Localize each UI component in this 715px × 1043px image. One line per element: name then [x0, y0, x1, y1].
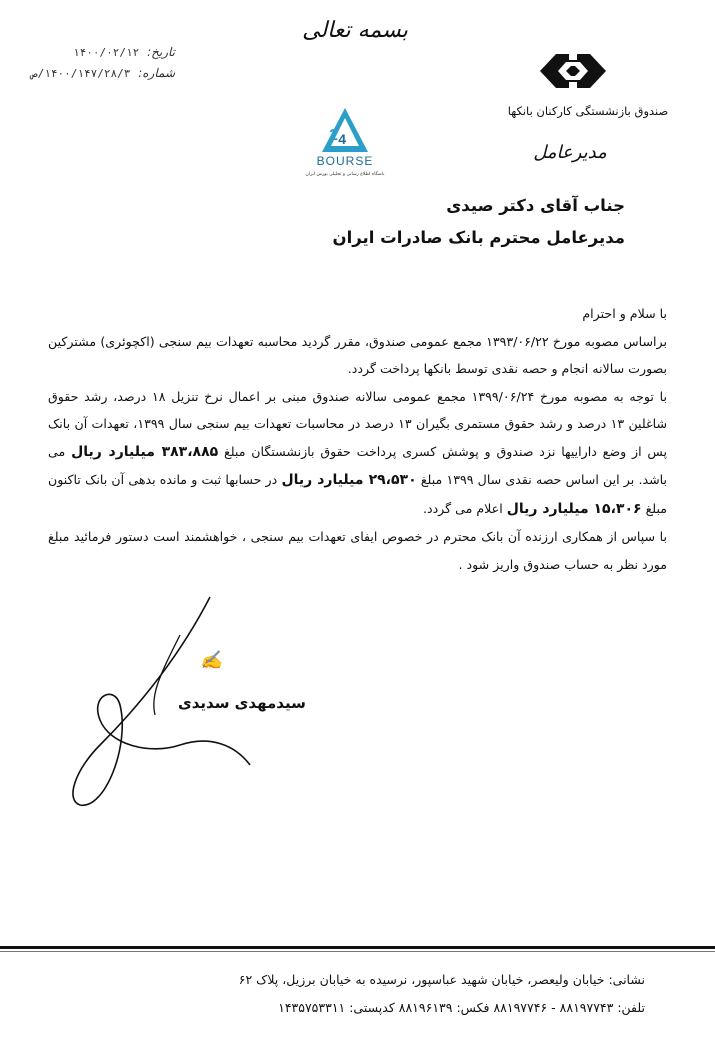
svg-text:2: 2 [329, 127, 338, 144]
number-value: ۱۴۰۰/۱۴۷/۲۸/۳/ص [31, 67, 131, 80]
greeting: با سلام و احترام [582, 306, 667, 321]
amount-cash-portion: ۲۹،۵۳۰ میلیارد ریال [281, 472, 417, 488]
footer-divider-thin [0, 951, 715, 952]
paragraph-2-part-d: اعلام می گردد. [422, 500, 503, 516]
bismillah-heading: بسمه تعالی [302, 18, 408, 43]
fund-name: صندوق بازنشستگی کارکنان بانکها [507, 104, 669, 118]
footer-divider [0, 946, 715, 949]
paragraph-2-part-a: با توجه به مصوبه مورخ ۱۳۹۹/۰۶/۲۴ مجمع عمومی سالانه صندوق مبنی بر اعمال نرخ تنزیل ۱۸ درصد، رشد حقوق شاغلین ۱۳ درصد و رشد حقوق مستمری بگیران ۱۳ درصد در محاسبات تعهدات بیم سنجی سال ۱۳۹۹، تعهدات آن بانک پس از وضع داراییها نزد صندوق و پوشش کسری پرداخت حقوق بازنشستگان مبلغ [48, 388, 668, 459]
bourse-logo-icon [300, 106, 390, 178]
footer-address: نشانی: خیابان ولیعصر، خیابان شهید عباسپور، نرسیده به خیابان برزیل، پلاک ۶۲ [238, 972, 645, 987]
svg-text:4: 4 [338, 131, 346, 147]
fund-logo-icon [536, 48, 610, 94]
signer-name: سیدمهدی سدیدی [178, 694, 306, 712]
letter-body [48, 300, 667, 578]
number-label: شماره: [138, 66, 175, 80]
bourse-logo-text: BOURSE [316, 154, 374, 168]
sender-title: مدیرعامل [533, 142, 607, 163]
footer-contact: تلفن: ۸۸۱۹۷۷۴۳ - ۸۸۱۹۷۷۴۶ فکس: ۸۸۱۹۶۱۳۹ کدپستی: ۱۴۳۵۷۵۳۳۱۱ [278, 1000, 645, 1015]
amount-total-obligation: ۳۸۳،۸۸۵ میلیارد ریال [71, 443, 219, 460]
date-value: ۱۴۰۰/۰۲/۱۲ [73, 46, 140, 59]
recipient-title: مدیرعامل محترم بانک صادرات ایران [332, 228, 625, 247]
letter-meta [0, 42, 175, 84]
signature-initials: ✍ [200, 650, 223, 671]
recipient-block [333, 190, 625, 254]
number-row [0, 63, 175, 84]
amount-remaining-debt: ۱۵،۳۰۶ میلیارد ریال [506, 500, 642, 517]
paragraph-3: با سپاس از همکاری ارزنده آن بانک محترم در خصوص ایفای تعهدات بیم سنجی ، خواهشمند است دستور فرمائید مبلغ مورد نظر به حساب صندوق واریز شود . [48, 529, 667, 572]
date-label: تاریخ: [147, 45, 175, 59]
paragraph-2-part-b: می باشد. بر این اساس حصه نقدی سال ۱۳۹۹ مبلغ [48, 443, 667, 487]
paragraph-2 [48, 383, 667, 524]
bourse-logo-subtext: باشگاه اطلاع رسانی و تحلیلی بورس ایران [305, 172, 385, 177]
date-row [0, 42, 175, 63]
footer [239, 966, 645, 1022]
paragraph-1: براساس مصوبه مورخ ۱۳۹۳/۰۶/۲۲ مجمع عمومی صندوق، مقرر گردید محاسبه تعهدات بیم سنجی (اکچوئری) مشترکین بصورت سالانه انجام و حصه نقدی توسط بانکها پرداخت گردد. [48, 333, 667, 376]
recipient-name: جناب آقای دکتر صیدی [446, 196, 625, 215]
paragraph-2-part-c: در حسابها ثبت و مانده بدهی آن بانک تاکنون مبلغ [48, 472, 667, 516]
